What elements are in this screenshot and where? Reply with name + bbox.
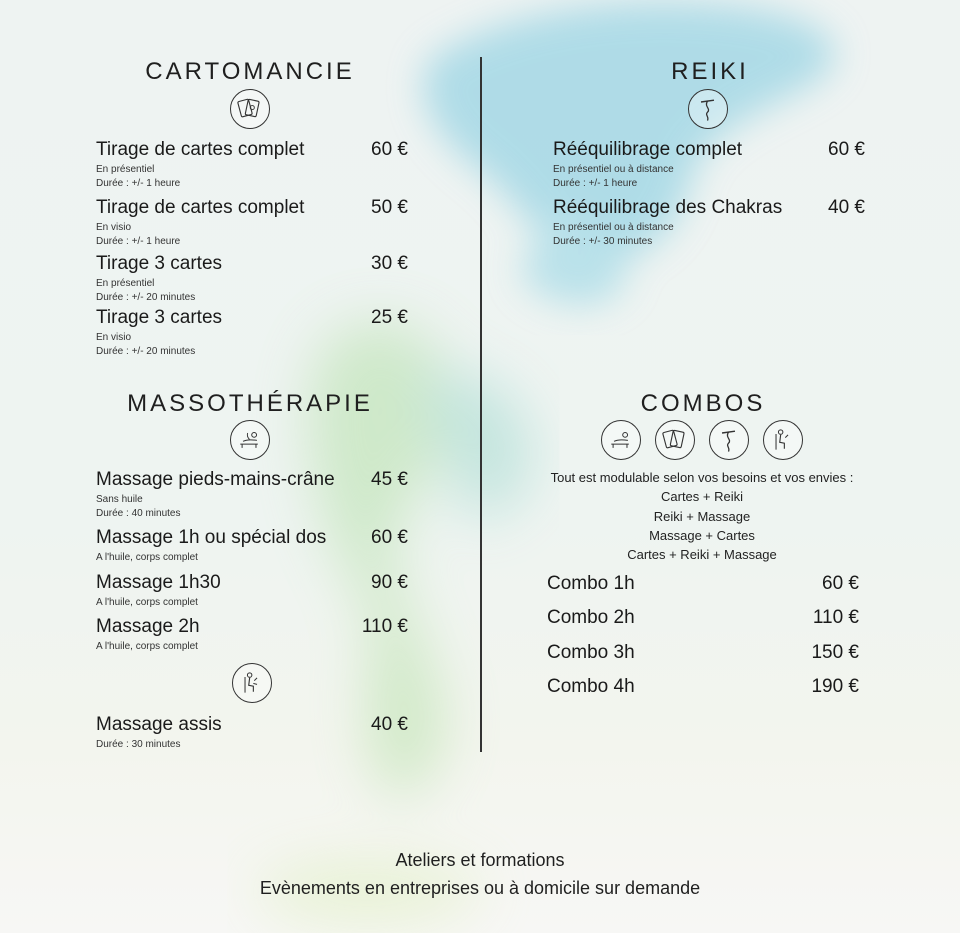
- cartomancie-item: [96, 197, 408, 249]
- tarot-cards-icon: [230, 89, 270, 129]
- item-detail: En présentiel: [96, 278, 155, 289]
- item-name: Massage pieds-mains-crâne: [96, 469, 335, 490]
- item-duration: Durée : 40 minutes: [96, 508, 181, 519]
- combo-option: Reiki + Massage: [653, 509, 751, 524]
- item-price: 45 €: [371, 469, 408, 490]
- item-detail: En présentiel ou à distance: [553, 164, 674, 175]
- reiki-symbol-icon: [709, 420, 749, 460]
- combos-title: COMBOS: [640, 390, 766, 417]
- item-price: 30 €: [371, 253, 408, 274]
- item-name: Massage 1h30: [96, 572, 221, 593]
- item-price: 110 €: [812, 607, 859, 628]
- seated-massage-icon: [763, 420, 803, 460]
- item-name: Combo 2h: [547, 607, 635, 628]
- item-detail: En présentiel: [96, 164, 155, 175]
- reiki-item: [553, 139, 865, 191]
- item-detail: A l'huile, corps complet: [96, 552, 198, 563]
- item-detail: A l'huile, corps complet: [96, 597, 198, 608]
- cartomancie-item: [96, 253, 408, 305]
- massage-table-icon: [601, 420, 641, 460]
- item-name: Combo 1h: [547, 573, 635, 594]
- item-price: 150 €: [811, 642, 859, 663]
- item-detail: En visio: [96, 332, 132, 343]
- reiki-symbol-icon: [688, 89, 728, 129]
- item-duration: Durée : +/- 1 heure: [96, 236, 181, 247]
- item-name: Tirage de cartes complet: [96, 139, 305, 160]
- tarot-cards-icon: [655, 420, 695, 460]
- item-name: Tirage 3 cartes: [96, 307, 223, 328]
- item-price: 40 €: [828, 197, 865, 218]
- combo-option: Massage + Cartes: [649, 528, 755, 543]
- item-name: Massage assis: [96, 714, 222, 735]
- massage-item: [96, 572, 408, 610]
- item-price: 60 €: [371, 139, 408, 160]
- item-detail: En visio: [96, 222, 132, 233]
- item-duration: Durée : 30 minutes: [96, 739, 181, 750]
- massage-item: [96, 527, 408, 565]
- item-price: 60 €: [828, 139, 865, 160]
- combo-item: [547, 676, 859, 702]
- combo-item: [547, 573, 859, 599]
- item-name: Tirage de cartes complet: [96, 197, 305, 218]
- item-duration: Durée : +/- 1 heure: [96, 178, 181, 189]
- item-name: Combo 3h: [547, 642, 635, 663]
- item-duration: Durée : +/- 1 heure: [553, 178, 638, 189]
- combo-option: Cartes + Reiki: [661, 489, 743, 504]
- item-price: 190 €: [811, 676, 859, 697]
- item-name: Rééquilibrage des Chakras: [553, 197, 783, 218]
- cartomancie-item: [96, 307, 408, 359]
- item-price: 60 €: [371, 527, 408, 548]
- item-detail: En présentiel ou à distance: [553, 222, 674, 233]
- item-duration: Durée : +/- 20 minutes: [96, 346, 196, 357]
- combo-item: [547, 642, 859, 668]
- combo-item: [547, 607, 859, 633]
- item-price: 60 €: [822, 573, 859, 594]
- item-name: Rééquilibrage complet: [553, 139, 743, 160]
- item-price: 90 €: [371, 572, 408, 593]
- column-divider: [480, 57, 482, 752]
- item-price: 25 €: [371, 307, 408, 328]
- massage-item: [96, 714, 408, 752]
- massage-item: [96, 616, 408, 654]
- item-name: Massage 2h: [96, 616, 200, 637]
- combos-intro: Tout est modulable selon vos besoins et vos envies :: [550, 470, 854, 485]
- item-name: Massage 1h ou spécial dos: [96, 527, 327, 548]
- massage-item: [96, 469, 408, 521]
- reiki-item: [553, 197, 865, 249]
- item-duration: Durée : +/- 30 minutes: [553, 236, 653, 247]
- item-price: 40 €: [371, 714, 408, 735]
- cartomancie-title: CARTOMANCIE: [145, 58, 355, 85]
- item-detail: Sans huile: [96, 494, 143, 505]
- combo-option: Cartes + Reiki + Massage: [627, 547, 777, 562]
- massage-table-icon: [230, 420, 270, 460]
- reiki-title: REIKI: [671, 58, 749, 85]
- footer-line-events: Evènements en entreprises ou à domicile sur demande: [259, 878, 701, 898]
- massotherapie-title: MASSOTHÉRAPIE: [127, 390, 373, 417]
- item-price: 110 €: [361, 616, 408, 637]
- item-duration: Durée : +/- 20 minutes: [96, 292, 196, 303]
- item-name: Tirage 3 cartes: [96, 253, 223, 274]
- footer-line-workshops: Ateliers et formations: [395, 850, 565, 870]
- item-price: 50 €: [371, 197, 408, 218]
- cartomancie-item: [96, 139, 408, 191]
- seated-massage-icon: [232, 663, 272, 703]
- item-name: Combo 4h: [547, 676, 635, 697]
- item-detail: A l'huile, corps complet: [96, 641, 198, 652]
